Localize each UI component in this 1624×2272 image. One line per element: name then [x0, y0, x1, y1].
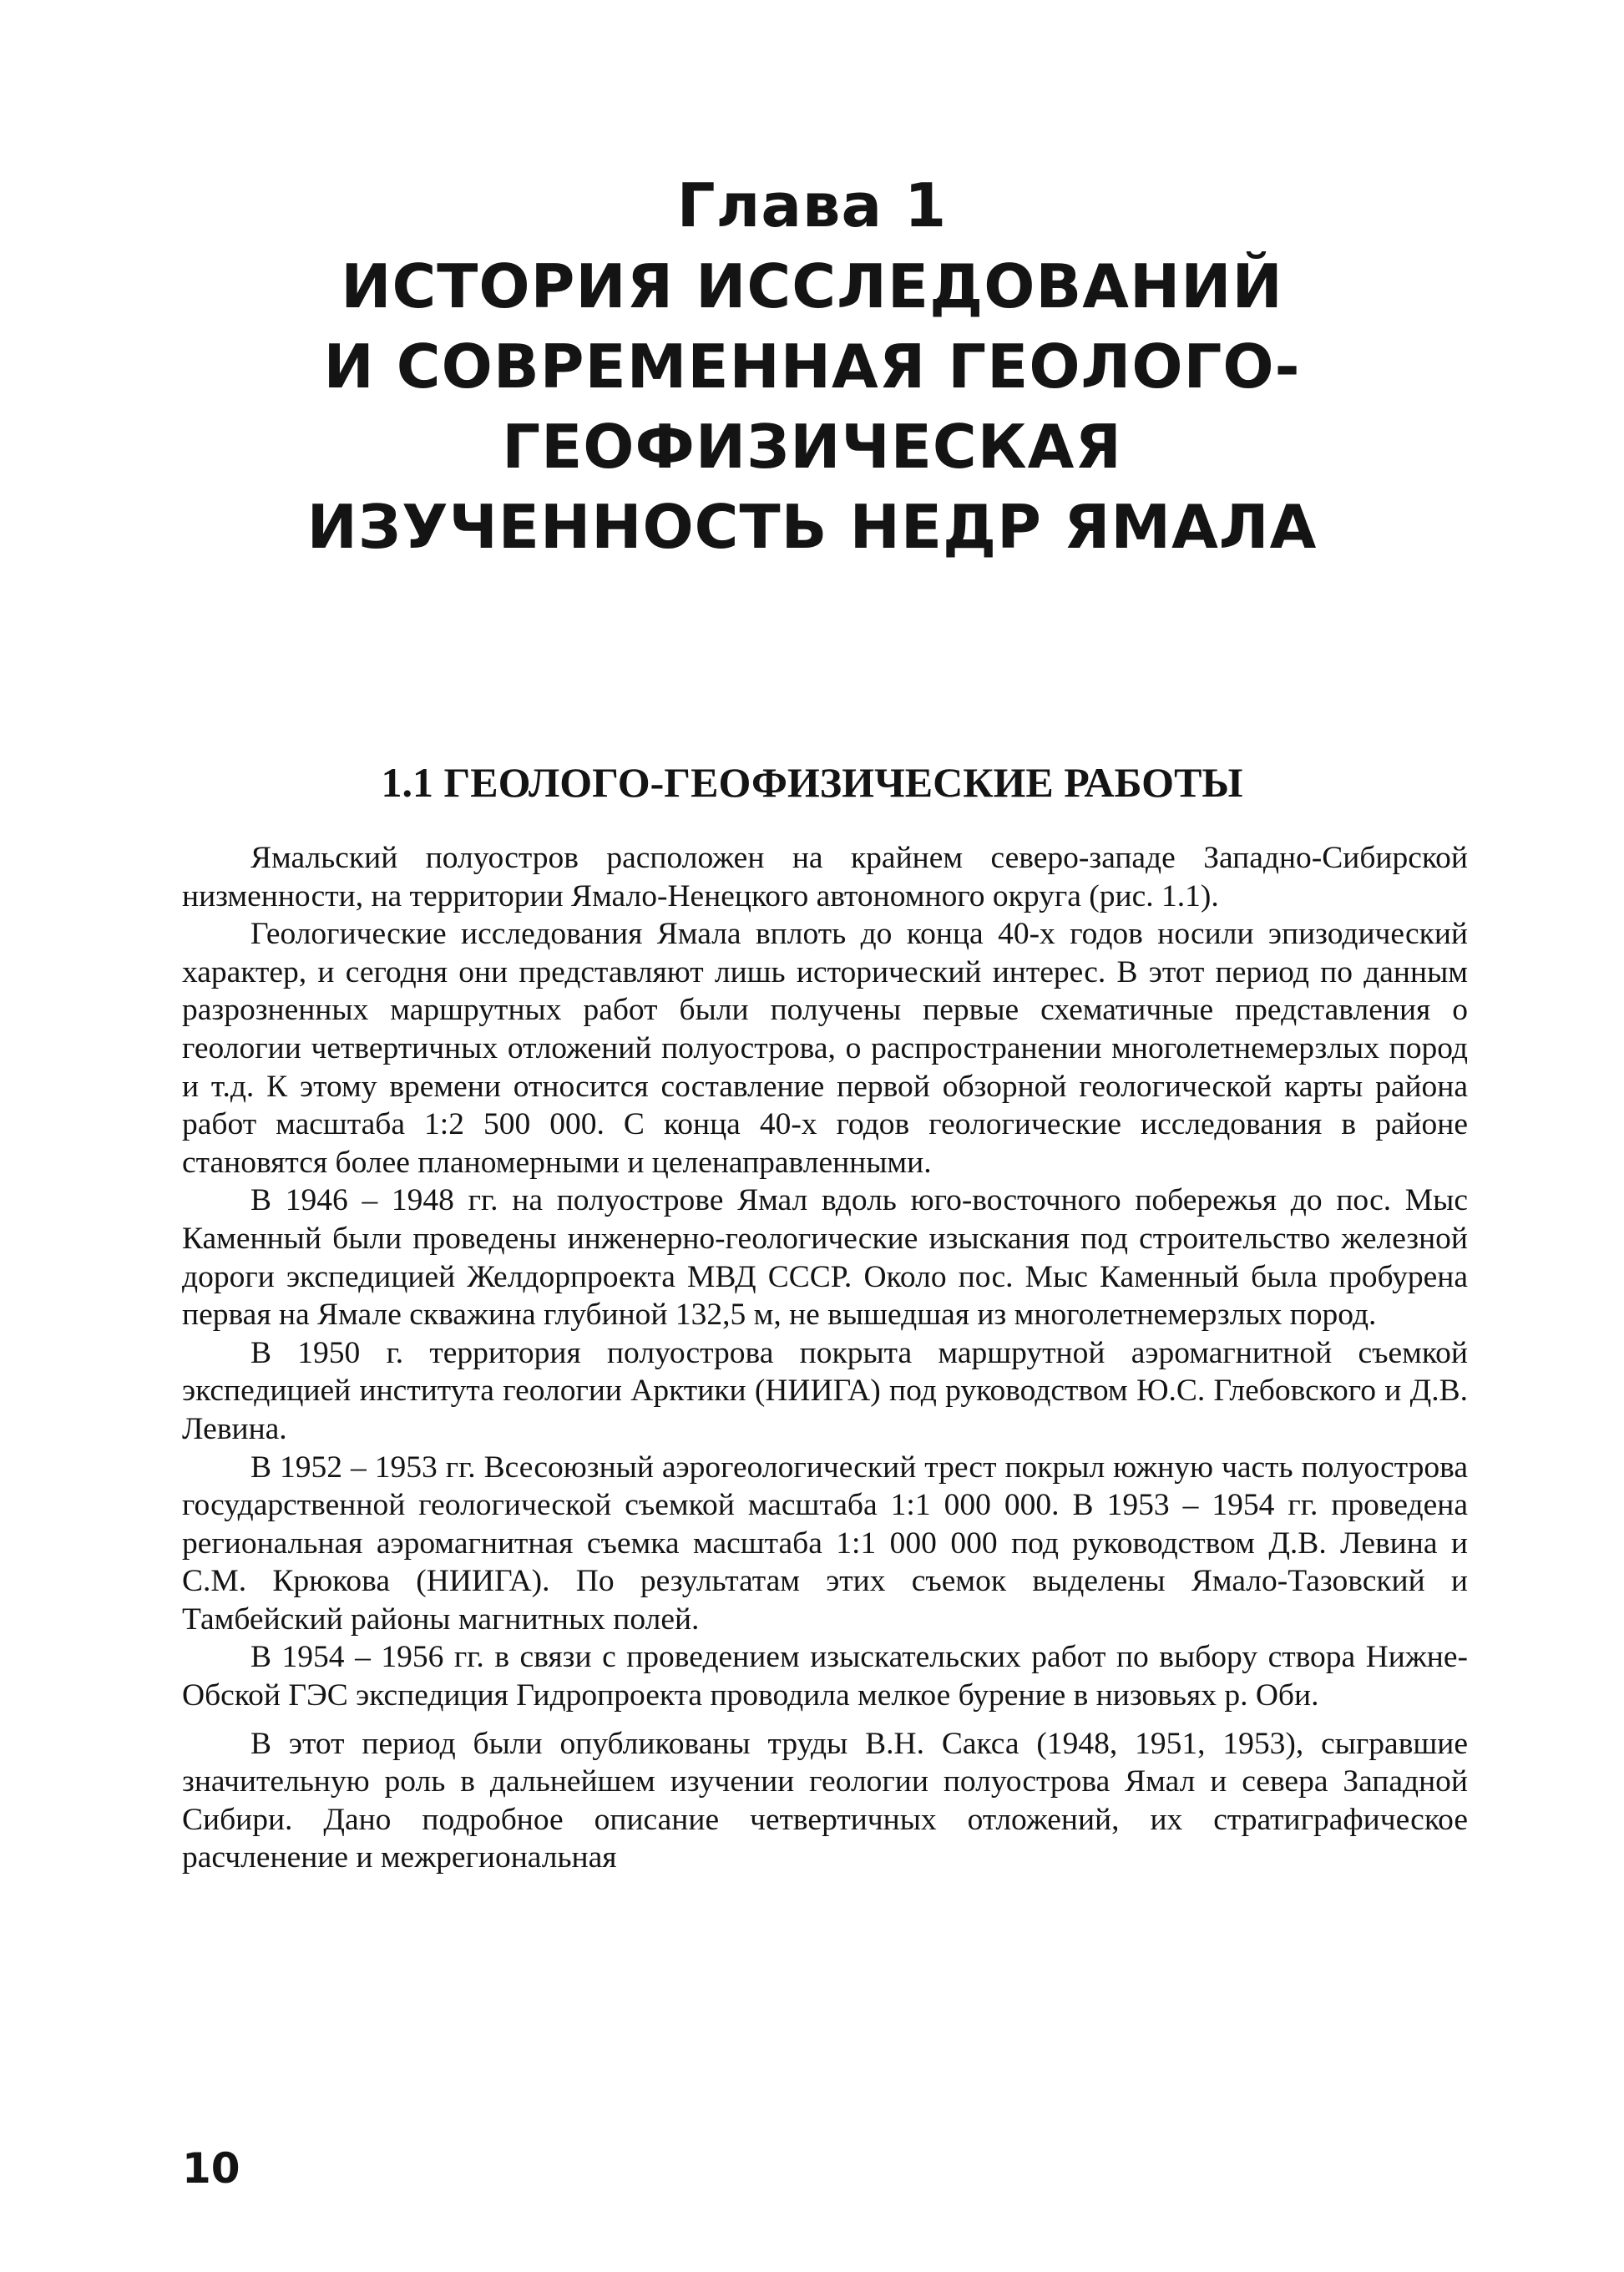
- paragraph: В 1950 г. территория полуострова покрыта маршрутной аэромагнитной съемкой экспедицией института геологии Арктики (НИИГА) под руководством Ю.С. Глебовского и Д.В. Левина.: [182, 1335, 1468, 1446]
- paragraph: В 1954 – 1956 гг. в связи с проведением изыскательских работ по выбору створа Нижне-Обской ГЭС экспедиция Гидропроекта проводила мелкое бурение в низовьях р. Оби.: [182, 1640, 1468, 1713]
- paragraph: Ямальский полуостров расположен на крайнем северо-западе Западно-Сибирской низменности, на территории Ямало-Ненецкого автономного округа (рис. 1.1).: [182, 841, 1468, 913]
- chapter-title: [0, 246, 1624, 567]
- chapter-title-line: ИСТОРИЯ ИССЛЕДОВАНИЙ: [341, 251, 1283, 321]
- chapter-label: Глава 1: [676, 170, 948, 240]
- chapter-title-line: ГЕОФИЗИЧЕСКАЯ: [502, 412, 1122, 482]
- chapter-title-line: ИЗУЧЕННОСТЬ НЕДР ЯМАЛА: [306, 492, 1318, 562]
- paragraph: В 1946 – 1948 гг. на полуострове Ямал вдоль юго-восточного побережья до пос. Мыс Каменный были проведены инженерно-геологические изыскания под строительство железной дороги экспедицией Желдорпроекта МВД СССР. Около пос. Мыс Каменный была пробурена первая на Ямале скважина глубиной 132,5 м, не вышедшая из многолетнемерзлых пород.: [182, 1183, 1468, 1333]
- section-title: 1.1 ГЕОЛОГО-ГЕОФИЗИЧЕСКИЕ РАБОТЫ: [381, 759, 1243, 806]
- chapter-title-line: И СОВРЕМЕННАЯ ГЕОЛОГО-: [323, 331, 1301, 402]
- paragraph: В 1952 – 1953 гг. Всесоюзный аэрогеологический трест покрыл южную часть полуострова государственной геологической съемкой масштаба 1:1 000 000. В 1953 – 1954 гг. проведена региональная аэромагнитная съемка масштаба 1:1 000 000 под руководством Д.В. Левина и С.М. Крюкова (НИИГА). По результатам этих съемок выделены Ямало-Тазовский и Тамбейский районы магнитных полей.: [182, 1450, 1468, 1637]
- paragraph: В этот период были опубликованы труды В.Н. Сакса (1948, 1951, 1953), сыгравшие значительную роль в дальнейшем изучении геологии полуострова Ямал и севера Западной Сибири. Дано подробное описание четвертичных отложений, их стратиграфическое расчленение и межрегиональная: [182, 1726, 1468, 1875]
- body-text: [182, 839, 1468, 1877]
- paragraph: Геологические исследования Ямала вплоть до конца 40-х годов носили эпизодический характер, и сегодня они представляют лишь исторический интерес. В этот период по данным разрозненных маршрутных работ были получены первые схематичные представления о геологии четвертичных отложений полуострова, о распространении многолетнемерзлых пород и т.д. К этому времени относится составление первой обзорной геологической карты района работ масштаба 1:2 500 000. С конца 40-х годов геологические исследования в районе становятся более планомерными и целенаправленными.: [182, 917, 1468, 1180]
- page-number: 10: [182, 2144, 240, 2193]
